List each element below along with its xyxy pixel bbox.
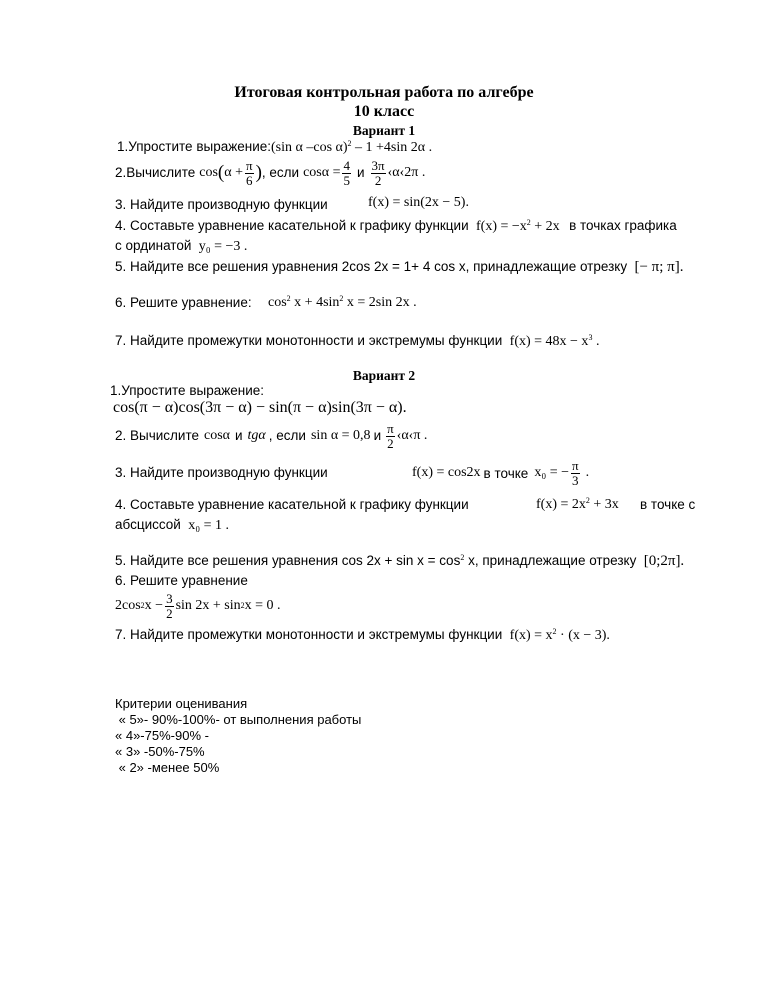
v1-task-5-text: 5. Найдите все решения уравнения 2cos 2x = 1+ 4 cos x, принадлежащие отрезку — [115, 259, 628, 274]
v2-task-2-cos: cosα — [204, 427, 230, 443]
v1-task-3 — [115, 197, 328, 213]
v1-task-5 — [115, 259, 683, 276]
v1-task-4-line-2 — [115, 238, 247, 255]
v1-task-2-text: 2.Вычислите — [115, 165, 196, 181]
criteria-item: « 2» -менее 50% — [115, 760, 220, 775]
v2-task-5 — [115, 553, 684, 570]
v2-task-7-math-a: f(x) = x — [509, 628, 553, 643]
v2-task-7 — [115, 627, 610, 644]
v2-task-6-num-3: 3 — [166, 590, 173, 606]
v2-task-2-and: и — [235, 428, 243, 444]
v2-task-3-dot: . — [585, 465, 590, 480]
v2-task-5-text-a: 5. Найдите все решения уравнения cos 2x + sin x = cos — [115, 553, 461, 568]
v1-task-7-sup: 3 — [588, 333, 593, 342]
v2-task-4-math-group — [536, 496, 619, 513]
v2-task-6 — [115, 573, 248, 589]
document-title: Итоговая контрольная работа по алгебре — [234, 84, 534, 101]
v1-task-6-math-c: x = 2sin 2x . — [343, 295, 417, 310]
v1-task-2-cos: cos — [199, 164, 218, 180]
v1-task-2-den-6: 6 — [246, 172, 253, 188]
v1-task-4-text-b: в точках графика — [569, 218, 677, 233]
v1-task-6-math-a: cos — [268, 295, 287, 310]
v2-task-2 — [115, 418, 427, 454]
v1-task-4-line-2-math: y₀ = −3 . — [198, 239, 248, 254]
v1-task-6-sup-1: 2 — [286, 294, 291, 303]
v2-task-2-text: 2. Вычислите — [115, 428, 199, 444]
v1-task-2-num-4: 4 — [343, 157, 350, 173]
v1-task-2-num-3pi: 3π — [371, 157, 385, 173]
v1-task-4-math-b: + 2x — [530, 219, 560, 234]
v1-task-6-math — [268, 295, 417, 311]
v1-task-2-den-5: 5 — [343, 172, 350, 188]
v1-task-4-line-2-text: с ординатой — [115, 238, 192, 253]
criteria-heading: Критерии оценивания — [115, 696, 248, 711]
v1-task-2-den-2: 2 — [374, 172, 382, 188]
v1-task-7-math-b: . — [592, 334, 600, 349]
v1-task-2: 2.Вычислите cos ( α + $\frac{\pi}{6}$ ) , если cosα = $\frac{4}{5}$ и $\frac{3\pi}{2}$ ‹α‹2π . — [115, 157, 426, 188]
v1-task-1-math-b: – 1 +4sin 2α . — [351, 140, 433, 155]
v2-task-6-math-b: x − — [144, 597, 164, 613]
v2-task-3-point: в точке — [483, 465, 529, 481]
v1-task-5-math: [− π; π]. — [634, 259, 684, 275]
v1-task-6-text: 6. Решите уравнение: — [115, 295, 252, 310]
v2-task-2-if: , если — [268, 428, 306, 444]
v1-task-7-text: 7. Найдите промежутки монотонности и экстремумы функции — [115, 333, 503, 348]
v2-task-6-math-group: 2cos 2 x − $\frac{3}{2}$ sin 2x + sin 2 x = 0 . — [115, 590, 281, 621]
v2-task-3-text: 3. Найдите производную функции — [115, 465, 328, 480]
v2-task-4-sup: 2 — [585, 496, 590, 505]
v2-task-4-text: 4. Составьте уравнение касательной к графику функции — [115, 497, 469, 512]
v1-task-2-alpha-plus: α + — [224, 164, 243, 180]
v2-task-2-and-2: и — [373, 428, 382, 444]
v1-task-2-num-pi: π — [245, 157, 253, 173]
v1-task-3-text: 3. Найдите производную функции — [115, 197, 328, 212]
grade-label: 10 класс — [353, 103, 415, 120]
v1-task-7-math-a: f(x) = 48x − x — [509, 334, 589, 349]
v2-task-4-math-b: + 3x — [589, 497, 619, 512]
v2-task-4 — [115, 497, 469, 513]
criteria-item: « 3» -50%-75% — [115, 744, 205, 759]
v2-task-3-num-pi: π — [571, 457, 579, 473]
v1-task-4-text: 4. Составьте уравнение касательной к графику функции — [115, 218, 469, 233]
criteria-item: « 5»- 90%-100%- от выполнения работы — [115, 712, 362, 727]
v1-task-4-math-a: f(x) = −x — [476, 219, 527, 234]
v2-task-7-sup: 2 — [552, 627, 557, 636]
v2-task-6-math-a: 2cos — [115, 597, 141, 613]
v2-task-3-den-3: 3 — [572, 472, 579, 488]
v2-task-1-math: cos(π − α)cos(3π − α) − sin(π − α)sin(3π − α). — [113, 399, 407, 416]
v1-task-1-sup: 2 — [347, 139, 352, 148]
v2-task-4-line-2-text: абсциссой — [115, 517, 181, 532]
criteria-item: « 4»-75%-90% - — [115, 728, 209, 743]
v1-task-4-sup: 2 — [526, 218, 531, 227]
v2-task-3-math: f(x) = cos2x — [412, 465, 481, 480]
v1-task-6 — [115, 295, 252, 311]
v2-task-3-x0: x₀ = − — [534, 465, 569, 480]
v2-task-4-line-2-math: x₀ = 1 . — [188, 518, 229, 533]
v2-task-7-math-b: · (x − 3). — [556, 628, 610, 643]
v2-task-2-num-pi: π — [387, 420, 394, 436]
v2-task-1-text: 1.Упростите выражение: — [110, 383, 265, 398]
v1-task-1-text: 1.Упростите выражение: — [117, 139, 272, 154]
v2-task-6-text: 6. Решите уравнение — [115, 573, 248, 588]
v2-task-4-line-2 — [115, 517, 229, 534]
v1-task-1-math-a: (sin α –cos α) — [271, 140, 348, 155]
v2-task-3-math-group — [412, 455, 589, 491]
v1-task-2-if: , если — [261, 165, 300, 181]
v1-task-2-tail: ‹α‹2π . — [387, 164, 426, 180]
v1-task-4 — [115, 218, 677, 235]
v1-task-2-cos-eq: cosα = — [303, 164, 341, 180]
variant-1-heading: Вариант 1 — [352, 123, 416, 138]
v1-task-3-math: f(x) = sin(2x − 5). — [368, 195, 469, 210]
v1-task-2-and: и — [356, 165, 365, 181]
v2-task-6-den-2: 2 — [166, 605, 173, 621]
v2-task-1 — [110, 383, 264, 399]
v1-task-6-sup-2: 2 — [339, 294, 344, 303]
v2-task-2-sin: sin α = 0,8 — [310, 427, 371, 443]
v2-task-6-math-d: x = 0 . — [244, 597, 281, 613]
variant-2-heading: Вариант 2 — [352, 368, 416, 383]
v2-task-4-math-a: f(x) = 2x — [536, 497, 586, 512]
v2-task-6-math-c: sin 2x + sin — [175, 597, 241, 613]
v2-task-3 — [115, 465, 328, 481]
v1-task-6-math-b: x + 4sin — [290, 295, 340, 310]
v2-task-2-tail: ‹α‹π . — [396, 427, 428, 443]
v2-task-5-sup: 2 — [460, 553, 465, 562]
v2-task-4-text-b: в точке с — [640, 497, 696, 512]
v2-task-2-tg: tgα — [247, 427, 266, 443]
v1-task-7 — [115, 333, 599, 350]
v2-task-2-den-2: 2 — [387, 435, 394, 451]
v2-task-7-text: 7. Найдите промежутки монотонности и экстремумы функции — [115, 627, 503, 642]
v2-task-5-math: [0;2π]. — [643, 553, 685, 569]
v2-task-5-text-b: x, принадлежащие отрезку — [464, 553, 637, 568]
